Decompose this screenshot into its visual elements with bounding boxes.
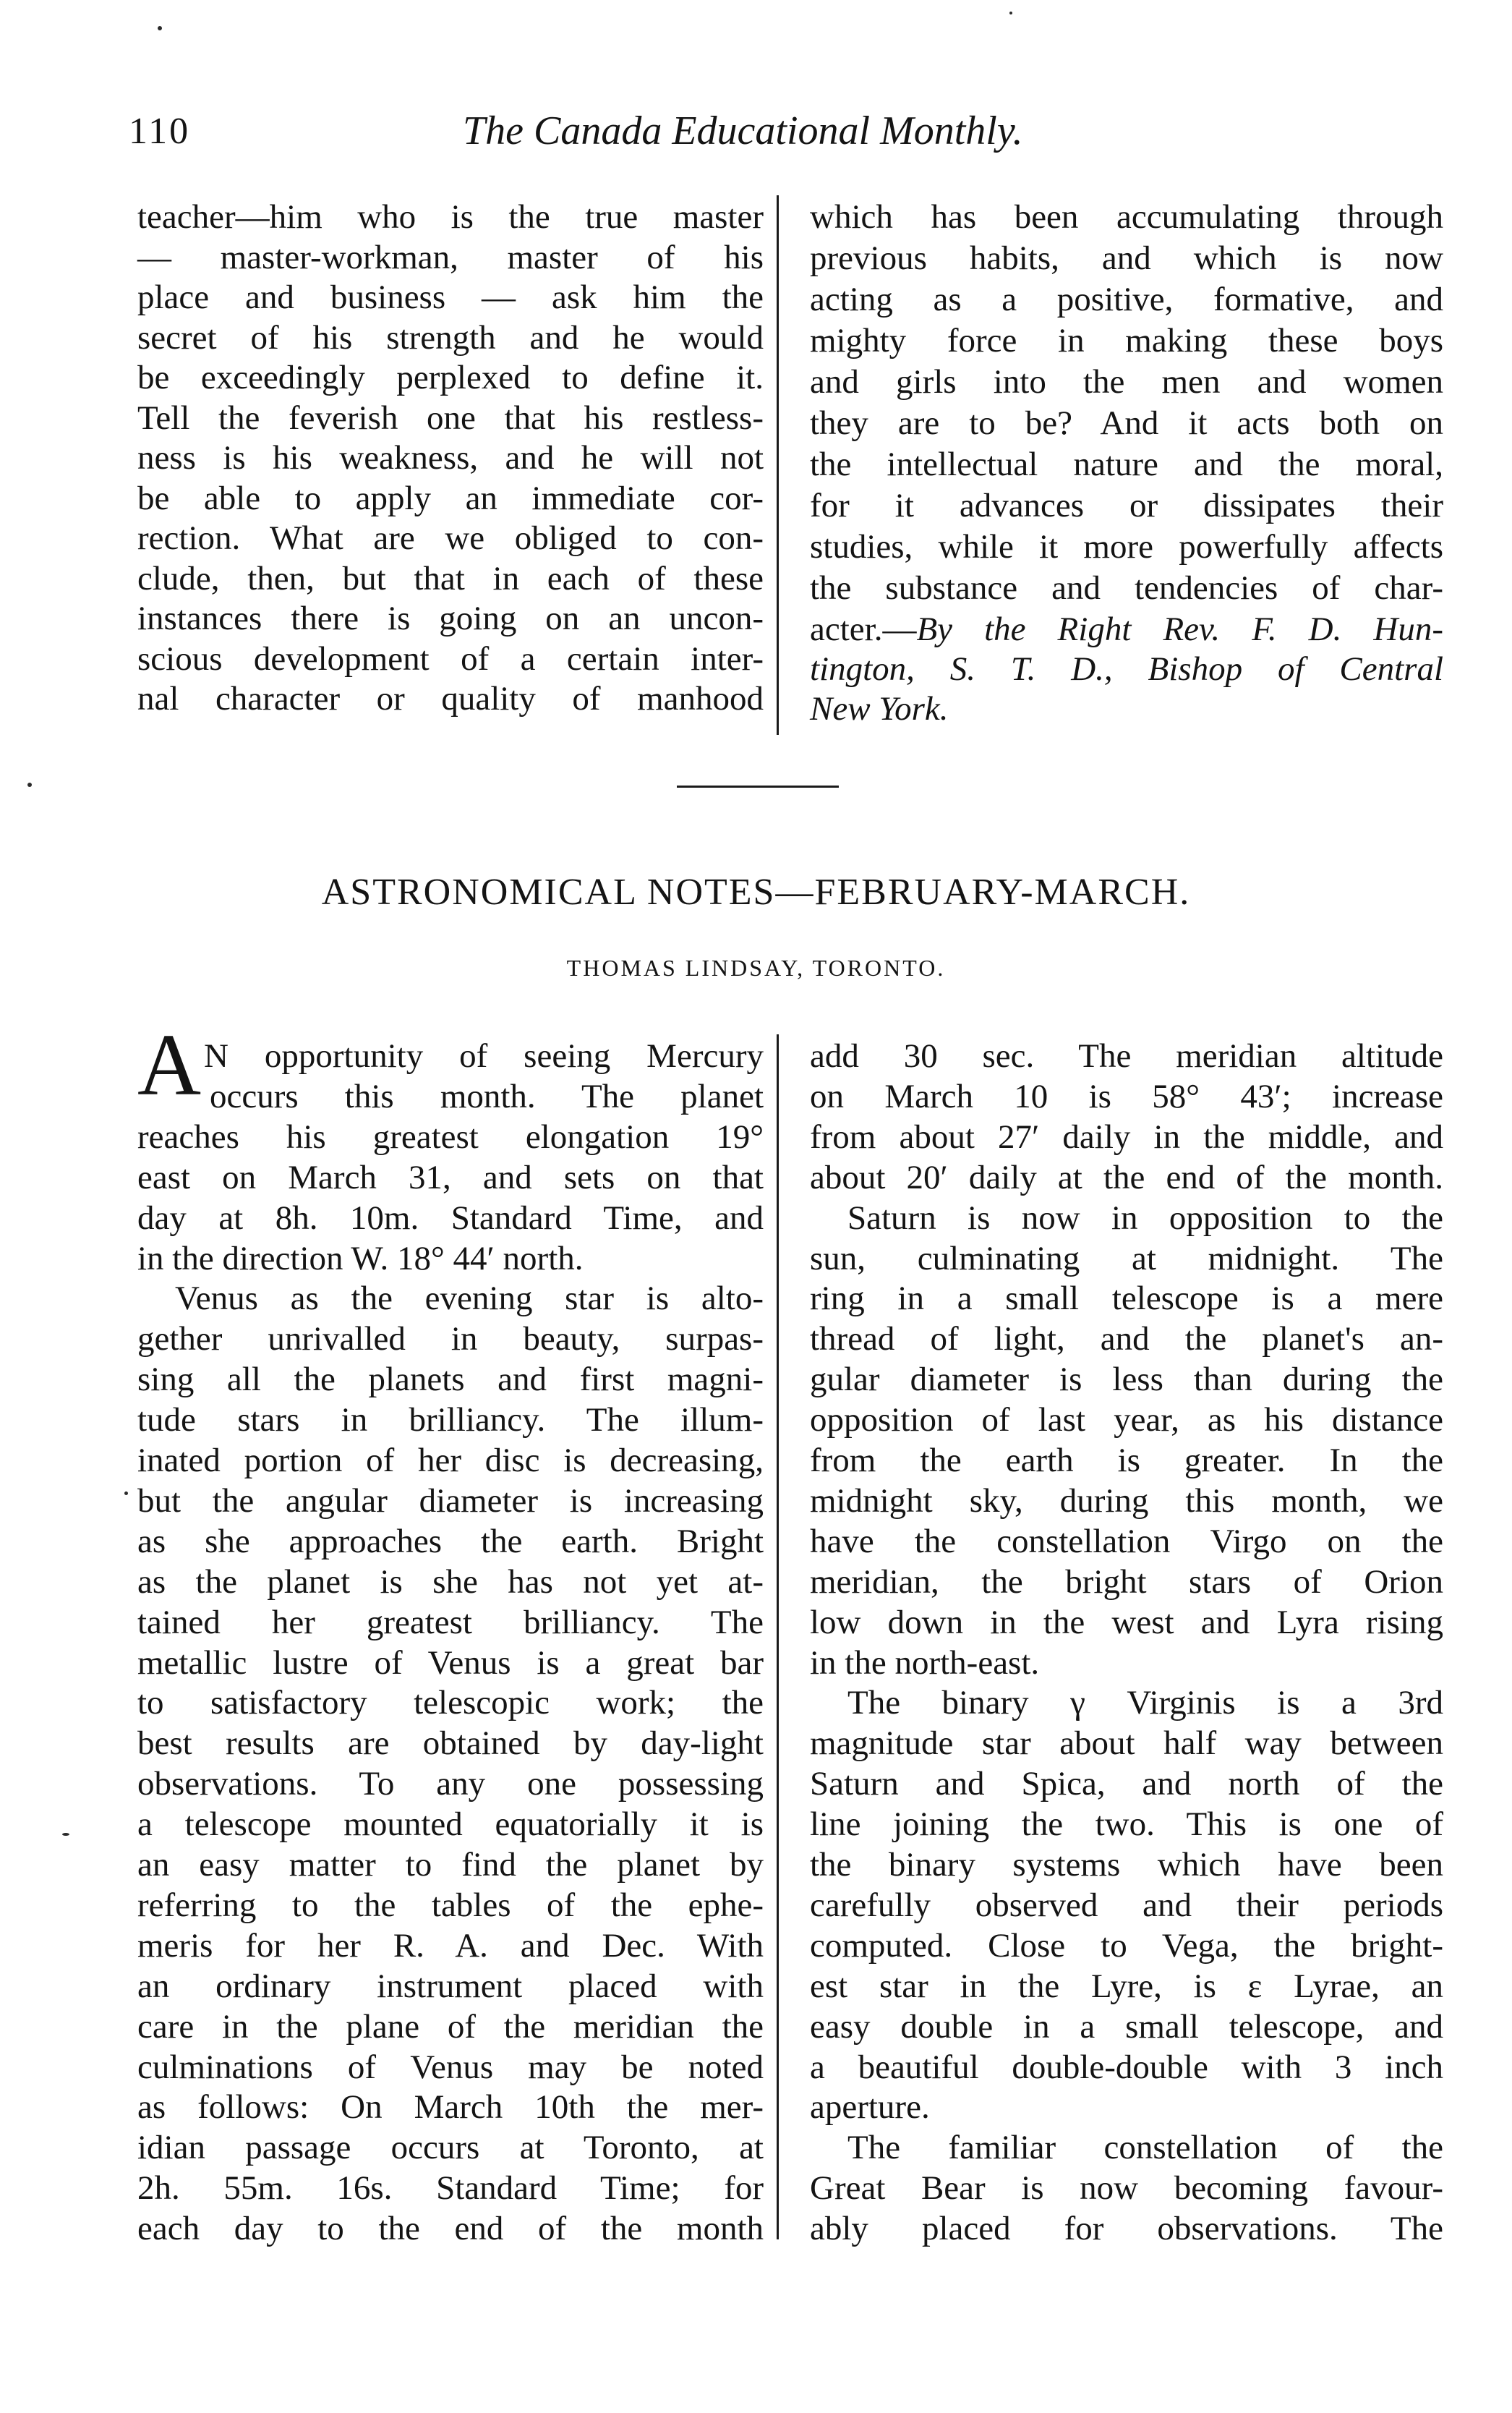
attribution-line: tington, S. T. D., Bishop of Central [810,650,1443,688]
text-line: care in the plane of the meridian the [137,2007,764,2046]
text-line: metallic lustre of Venus is a great bar [137,1643,764,1682]
text-line: Saturn and Spica, and north of the [810,1765,1443,1803]
text-line: place and business — ask him the [137,278,764,316]
text-line: tude stars in brilliancy. The illum- [137,1401,764,1439]
text-line: sun, culminating at midnight. The [810,1239,1443,1277]
attribution-line: acter.—By the Right Rev. F. D. Hun- [810,610,1443,648]
running-head: The Canada Educational Monthly. [463,108,1023,153]
text-line: est star in the Lyre, is ε Lyrae, an [810,1967,1443,2005]
text-line: meris for her R. A. and Dec. With [137,1926,764,1965]
text-line: rection. What are we obliged to con- [137,519,764,557]
text-line: an easy matter to find the planet by [137,1846,764,1884]
text-line: clude, then, but that in each of these [137,559,764,597]
text-line: gular diameter is less than during the [810,1361,1443,1399]
text-line: be exceedingly perplexed to define it. [137,359,764,396]
article-title: ASTRONOMICAL NOTES—FEBRUARY-MARCH. [321,872,1191,913]
text-line: the substance and tendencies of char- [810,569,1443,607]
text-line: Venus as the evening star is alto- [175,1280,764,1318]
text-line: secret of his strength and he would [137,318,764,357]
text-line: be able to apply an immediate cor- [137,479,764,517]
text-line: — master-workman, master of his [137,238,764,276]
text-line: day at 8h. 10m. Standard Time, and [137,1199,764,1237]
print-speck [124,1491,128,1495]
article-column-rule [777,1034,779,2239]
text-line: a telescope mounted equatorially it is [137,1805,764,1844]
text-line: gether unrivalled in beauty, surpas- [137,1320,764,1358]
text-line: inated portion of her disc is decreasing, [137,1442,764,1479]
text-line: have the constellation Virgo on the [810,1522,1443,1560]
text-line: as she approaches the earth. Bright [137,1522,764,1560]
text-line: observations. To any one possessing [137,1765,764,1803]
article-byline: THOMAS LINDSAY, TORONTO. [566,955,946,981]
text-line: idian passage occurs at Toronto, at [137,2129,764,2167]
text-line: N opportunity of seeing Mercury [204,1037,764,1075]
section-divider [677,786,839,788]
text-line: The binary γ Virginis is a 3rd [847,1684,1443,1722]
text-line: studies, while it more powerfully affects [810,528,1443,566]
text-line: about 20′ daily at the end of the month. [810,1158,1443,1196]
text-line: tained her greatest brilliancy. The [137,1603,764,1641]
print-speck [27,783,32,787]
text-line: in the direction W. 18° 44′ north. [137,1239,584,1277]
text-line: 2h. 55m. 16s. Standard Time; for [137,2169,764,2208]
text-line: mighty force in making these boys [810,322,1443,359]
text-line: opposition of last year, as his distance [810,1401,1443,1439]
text-line: the binary systems which have been [810,1846,1443,1884]
text-line: Tell the feverish one that his restless- [137,399,764,437]
text-line: occurs this month. The planet [210,1077,764,1115]
text-line: magnitude star about half way between [810,1724,1443,1763]
text-line: low down in the west and Lyra rising [810,1603,1443,1641]
text-line: midnight sky, during this month, we [810,1481,1443,1520]
text-line: Great Bear is now becoming favour- [810,2169,1443,2208]
drop-cap: A [137,1016,202,1114]
text-line: a beautiful double-double with 3 inch [810,2048,1443,2086]
text-line: carefully observed and their periods [810,1886,1443,1924]
text-line: ness is his weakness, and he will not [137,439,764,477]
text-line: teacher—him who is the true master [137,198,764,236]
print-speck [158,26,162,30]
text-line: scious development of a certain inter- [137,639,764,678]
text-line: an ordinary instrument placed with [137,1967,764,2005]
text-line: The familiar constellation of the [847,2129,1443,2167]
text-line: add 30 sec. The meridian altitude [810,1037,1443,1075]
text-line: ably placed for observations. The [810,2210,1443,2248]
text-line: meridian, the bright stars of Orion [810,1562,1443,1601]
text-line: in the north-east. [810,1643,1040,1682]
text-line: which has been accumulating through [810,198,1443,236]
text-line: line joining the two. This is one of [810,1805,1443,1844]
text-line: referring to the tables of the ephe- [137,1886,764,1924]
text-line: Saturn is now in opposition to the [847,1199,1443,1237]
text-line: culminations of Venus may be noted [137,2048,764,2086]
page-number: 110 [129,111,191,152]
text-line: from about 27′ daily in the middle, and [810,1118,1443,1156]
text-line: for it advances or dissipates their [810,487,1443,524]
print-speck [62,1833,69,1836]
text-line: instances there is going on an uncon- [137,600,764,637]
print-speck [1009,12,1012,14]
text-line: sing all the planets and first magni- [137,1361,764,1399]
text-line: but the angular diameter is increasing [137,1481,764,1520]
text-line: previous habits, and which is now [810,239,1443,277]
text-line: east on March 31, and sets on that [137,1158,764,1196]
text-line: to satisfactory telescopic work; the [137,1684,764,1722]
text-line: they are to be? And it acts both on [810,404,1443,442]
text-line: reaches his greatest elongation 19° [137,1118,764,1156]
text-line: easy double in a small telescope, and [810,2007,1443,2046]
text-line: computed. Close to Vega, the bright- [810,1926,1443,1965]
text-line: on March 10 is 58° 43′; increase [810,1077,1443,1115]
text-line: the intellectual nature and the moral, [810,446,1443,483]
text-line: ring in a small telescope is a mere [810,1280,1443,1318]
top-column-rule [777,195,779,735]
text-line: thread of light, and the planet's an- [810,1320,1443,1358]
text-line: aperture. [810,2088,930,2127]
text-line: from the earth is greater. In the [810,1442,1443,1479]
text-line: best results are obtained by day-light [137,1724,764,1763]
text-line: acting as a positive, formative, and [810,281,1443,318]
text-line: each day to the end of the month [137,2210,764,2248]
attribution-line: New York. [810,690,949,728]
text-line: and girls into the men and women [810,363,1443,401]
text-line: as follows: On March 10th the mer- [137,2088,764,2127]
text-line: nal character or quality of manhood [137,680,764,718]
text-line: as the planet is she has not yet at- [137,1562,764,1601]
